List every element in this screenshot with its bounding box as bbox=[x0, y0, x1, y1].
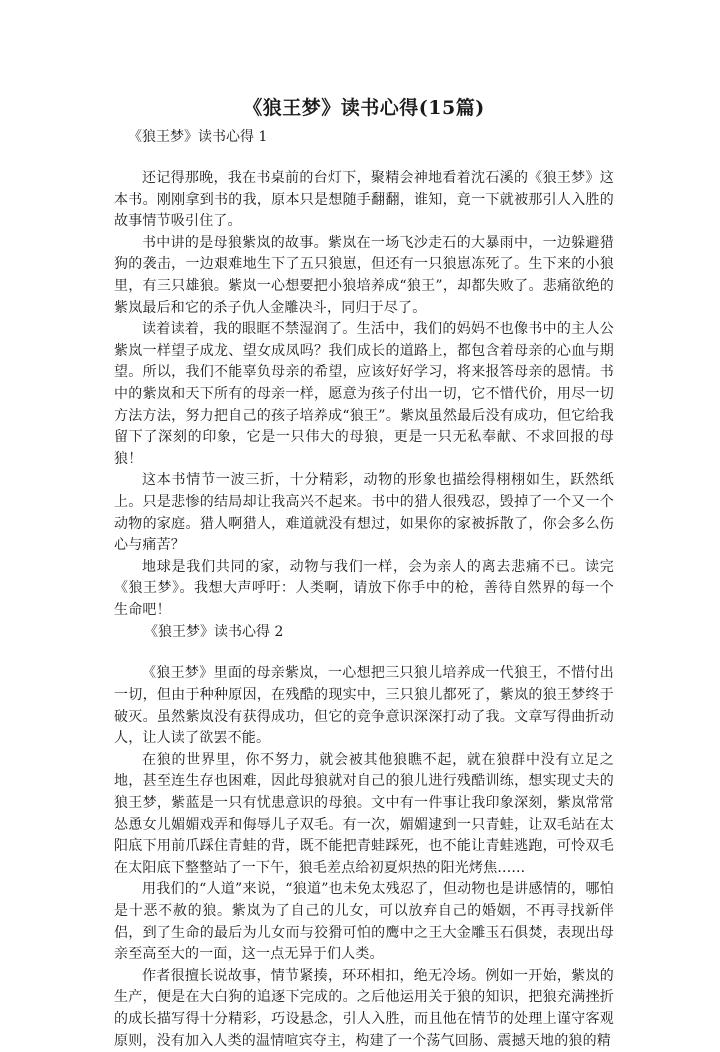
section-heading-2: 《狼王梦》读书心得 2 bbox=[144, 624, 284, 641]
section-gap bbox=[114, 148, 614, 168]
document-body bbox=[114, 96, 614, 1052]
paragraph: 书中讲的是母狼紫岚的故事。紫岚在一场飞沙走石的大暴雨中，一边躲避猎狗的袭击，一边艰难地生下了五只狼崽，但还有一只狼崽冻死了。生下来的小狼里，有三只雄狼。紫岚一心想要把小狼培养成“狼王”，却都失败了。悲痛欲绝的紫岚最后和它的杀子仇人金雕决斗，同归于尽了。 bbox=[114, 234, 614, 316]
paragraph: 在狼的世界里，你不努力，就会被其他狼瞧不起，就在狼群中没有立足之地，甚至连生存也困难，因此母狼就对自己的狼儿进行残酷训练，想实现丈夫的狼王梦，紫蓝是一只有忧患意识的母狼。文中有一件事让我印象深刻，紫岚常常怂恿女儿媚媚戏弄和侮辱儿子双毛。有一次，媚媚逮到一只青蛙，让双毛站在太阳底下用前爪踩住青蛙的背，既不能把青蛙踩死，也不能让青蛙逃跑，可怜双毛在太阳底下整整站了一下午，狼毛差点给初夏炽热的阳光烤焦...... bbox=[114, 751, 614, 876]
paragraph: 这本书情节一波三折，十分精彩，动物的形象也描绘得栩栩如生，跃然纸上。只是悲惨的结局却让我高兴不起来。书中的猎人很残忍，毁掉了一个又一个动物的家庭。猎人啊猎人，难道就没有想过，如果你的家被拆散了，你会多么伤心与痛苦？ bbox=[114, 472, 614, 554]
section-gap bbox=[114, 643, 614, 663]
paragraph: 地球是我们共同的家，动物与我们一样，会为亲人的离去悲痛不已。读完《狼王梦》。我想大声呼吁：人类啊，请放下你手中的枪，善待自然界的每一个生命吧！ bbox=[114, 558, 614, 618]
paragraph: 《狼王梦》里面的母亲紫岚，一心想把三只狼儿培养成一代狼王，不惜付出一切，但由于种种原因，在残酷的现实中，三只狼儿都死了，紫岚的狼王梦终于破灭。虽然紫岚没有获得成功，但它的竞争意识深深打动了我。文章写得曲折动人，让人读了欲罢不能。 bbox=[114, 665, 614, 747]
document-title: 《狼王梦》读书心得(15篇) bbox=[243, 97, 485, 119]
paragraph: 用我们的“人道”来说，“狼道”也未免太残忍了，但动物也是讲感情的，哪怕是十恶不赦的狼。紫岚为了自己的儿女，可以放弃自己的婚姻，不再寻找新伴侣，到了生命的最后为儿女而与狡猾可怕的鹰中之王大金雕玉石俱焚，表现出母亲至高至大的一面，这一点无异于们人类。 bbox=[114, 881, 614, 963]
section-heading-1: 《狼王梦》读书心得 1 bbox=[128, 129, 268, 145]
paragraph: 读着读着，我的眼眶不禁湿润了。生活中，我们的妈妈不也像书中的主人公紫岚一样望子成龙、望女成凤吗？我们成长的道路上，都包含着母亲的心血与期望。所以，我们不能辜负母亲的希望，应该好好学习，将来报答母亲的恩情。书中的紫岚和天下所有的母亲一样，愿意为孩子付出一切，它不惜代价，用尽一切方法方法，努力把自己的孩子培养成“狼王”。紫岚虽然最后没有成功，但它给我留下了深刻的印象，它是一只伟大的母狼，更是一只无私奉献、不求回报的母狼！ bbox=[114, 321, 614, 467]
paragraph: 还记得那晚，我在书桌前的台灯下，聚精会神地看着沈石溪的《狼王梦》这本书。刚刚拿到书的我，原本只是想随手翻翻，谁知，竟一下就被那引人入胜的故事情节吸引住了。 bbox=[114, 170, 614, 230]
paragraph: 作者很擅长说故事，情节紧揍，环环相扣，绝无冷场。例如一开始，紫岚的生产，便是在大白狗的追逐下完成的。之后他运用关于狼的知识，把狼充满挫折的成长描写得十分精彩，巧设悬念，引人入胜，而且他在情节的处理上谨守客观原则，没有加入人类的温情喧宾夺主，构建了一个荡气回肠、震撼天地的狼的精 bbox=[114, 967, 614, 1049]
